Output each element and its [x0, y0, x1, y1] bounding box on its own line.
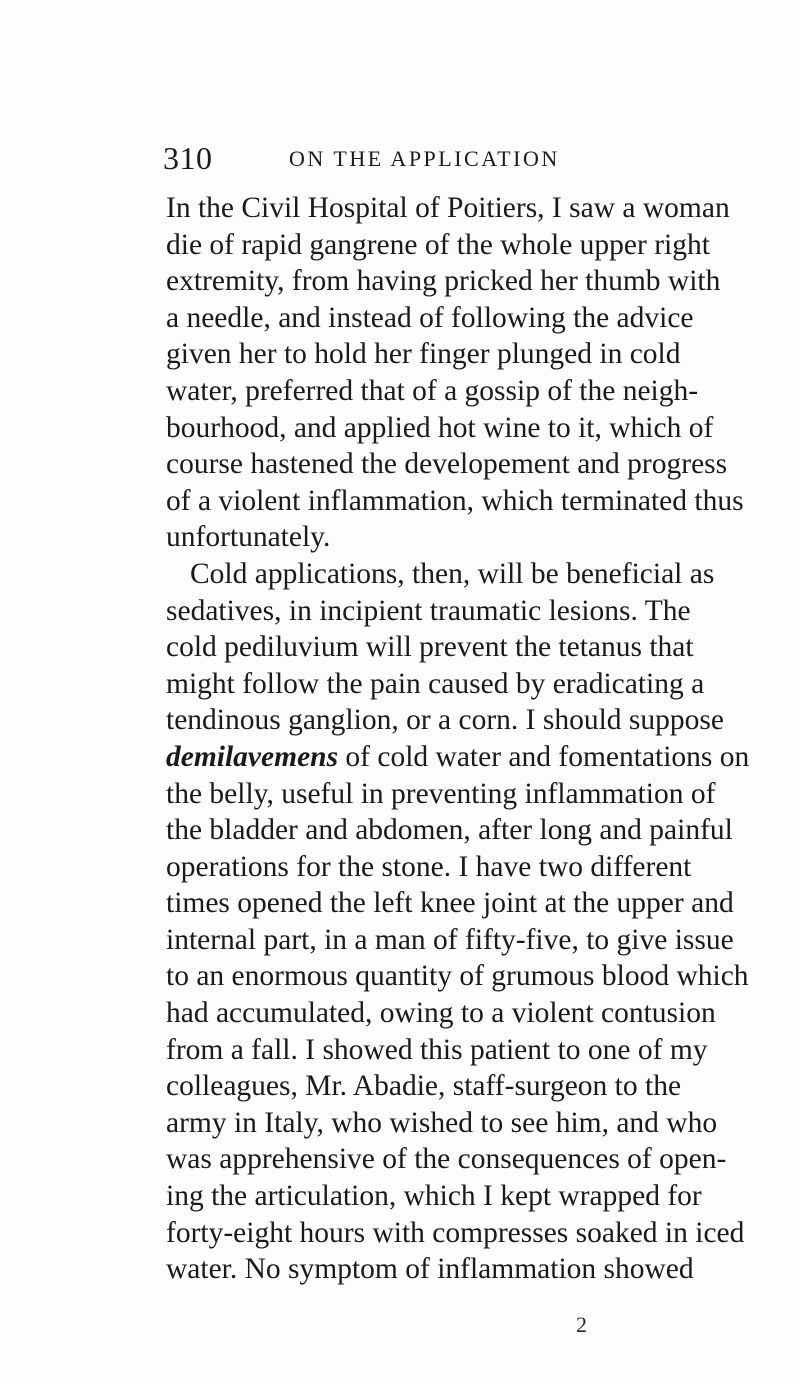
- text-line: times opened the left knee joint at the upper and: [166, 887, 734, 920]
- text-line: was apprehensive of the consequences of open-: [166, 1143, 727, 1176]
- page-header: [163, 140, 643, 180]
- text-line: Cold applications, then, will be beneficial as: [190, 557, 715, 590]
- text-line: from a fall. I showed this patient to one of my: [166, 1033, 708, 1066]
- text-line: extremity, from having pricked her thumb with: [166, 265, 721, 298]
- signature-mark: 2: [576, 1312, 587, 1337]
- text-line: had accumulated, owing to a violent contusion: [166, 997, 716, 1030]
- text-line: sedatives, in incipient traumatic lesions. The: [166, 594, 691, 627]
- text-line: unfortunately.: [166, 521, 331, 554]
- text-line: colleagues, Mr. Abadie, staff-surgeon to the: [166, 1070, 682, 1103]
- text-line: the bladder and abdomen, after long and painful: [166, 814, 733, 847]
- text-line: a needle, and instead of following the advice: [166, 301, 694, 334]
- text-line: course hastened the developement and progress: [166, 448, 728, 481]
- text-line: army in Italy, who wished to see him, and who: [166, 1106, 718, 1139]
- text-line: water, preferred that of a gossip of the neigh-: [166, 374, 699, 407]
- text-line: operations for the stone. I have two different: [166, 850, 692, 883]
- line-text: of cold water and fomentations on: [338, 740, 750, 773]
- text-line: [166, 739, 750, 776]
- text-line: tendinous ganglion, or a corn. I should suppose: [166, 704, 724, 737]
- page-number: 310: [163, 140, 213, 176]
- text-line: bourhood, and applied hot wine to it, which of: [166, 411, 714, 444]
- text-line: might follow the pain caused by eradicating a: [166, 667, 705, 700]
- text-line: the belly, useful in preventing inflammation of: [166, 777, 716, 810]
- text-line: to an enormous quantity of grumous blood which: [166, 960, 749, 993]
- body-text: [166, 190, 750, 1288]
- running-head: ON THE APPLICATION: [289, 146, 560, 171]
- text-line: internal part, in a man of fifty-five, to give issue: [166, 923, 734, 956]
- text-line: cold pediluvium will prevent the tetanus that: [166, 631, 694, 664]
- text-line: In the Civil Hospital of Poitiers, I saw a woman: [166, 192, 730, 224]
- italic-term: demilavemens: [166, 740, 339, 773]
- text-line: given her to hold her finger plunged in cold: [166, 338, 681, 371]
- text-line: die of rapid gangrene of the whole upper right: [166, 228, 710, 261]
- text-line: ing the articulation, which I kept wrapped for: [166, 1180, 702, 1213]
- text-line: water. No symptom of inflammation showed: [166, 1253, 694, 1286]
- text-line: forty-eight hours with compresses soaked in iced: [166, 1216, 745, 1249]
- text-line: of a violent inflammation, which terminated thus: [166, 484, 744, 517]
